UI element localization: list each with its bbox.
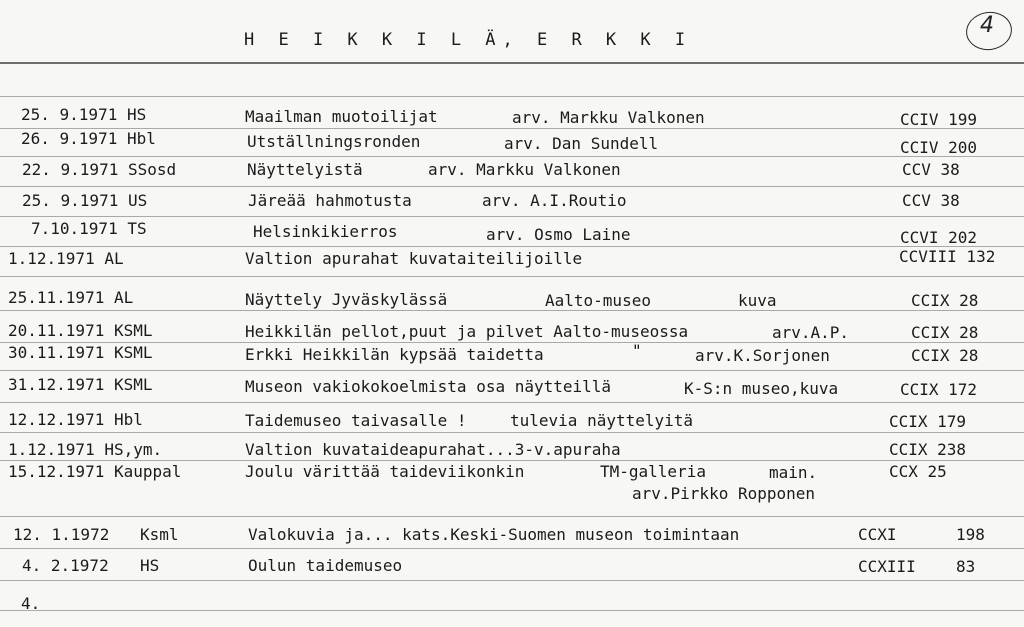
ruled-line bbox=[0, 276, 1024, 277]
entry-title: Näyttely Jyväskylässä bbox=[245, 290, 448, 309]
entry-note: K-S:n museo,kuva bbox=[684, 379, 839, 398]
ruled-line bbox=[0, 402, 1024, 403]
entry-title: Taidemuseo taivasalle ! bbox=[245, 411, 467, 430]
entry-source: HS bbox=[140, 556, 160, 575]
entry-ref: CCVIII 132 bbox=[899, 247, 996, 266]
entry-ref: CCIX 172 bbox=[900, 380, 978, 399]
entry-note: arv.K.Sorjonen bbox=[695, 346, 830, 365]
entry-ref-page: 83 bbox=[956, 557, 976, 576]
entry-title: Erkki Heikkilän kypsää taidetta bbox=[245, 345, 544, 364]
ruled-line bbox=[0, 460, 1024, 461]
entry-date: 25. 9.1971 HS bbox=[21, 105, 147, 124]
ruled-line bbox=[0, 580, 1024, 581]
entry-ref: CCIX 28 bbox=[911, 291, 979, 310]
ruled-line bbox=[0, 548, 1024, 549]
entry-title: Museon vakiokokoelmista osa näytteillä bbox=[245, 377, 612, 396]
entry-date: 15.12.1971 Kauppal bbox=[8, 462, 182, 481]
entry-ref: CCIX 179 bbox=[889, 412, 967, 431]
entry-date: 30.11.1971 KSML bbox=[8, 343, 153, 362]
entry-source: Ksml bbox=[140, 525, 179, 544]
entry-place: Aalto-museo bbox=[545, 291, 651, 310]
ruled-line bbox=[0, 342, 1024, 343]
entry-ditto: " bbox=[632, 341, 642, 360]
entry-date: 1.12.1971 HS,ym. bbox=[8, 440, 163, 459]
entry-title: Oulun taidemuseo bbox=[248, 556, 403, 575]
entry-note-second-line: arv.Pirkko Ropponen bbox=[632, 484, 816, 503]
ruled-line bbox=[0, 216, 1024, 217]
card-number: 4 bbox=[980, 13, 994, 38]
ruled-line bbox=[0, 516, 1024, 517]
entry-date: 12.12.1971 Hbl bbox=[8, 410, 143, 429]
entry-date: 4. 2.1972 bbox=[22, 556, 109, 575]
entry-title: Valtion apurahat kuvataiteilijoille bbox=[245, 249, 583, 268]
entry-date: 7.10.1971 TS bbox=[31, 219, 147, 238]
entry-ref: CCXIII bbox=[858, 557, 916, 576]
entry-title: Joulu värittää taideviikonkin bbox=[245, 462, 525, 481]
entry-title: Näyttelyistä bbox=[247, 160, 363, 179]
entry-title: Helsinkikierros bbox=[253, 222, 398, 241]
entry-date: 25. 9.1971 US bbox=[22, 191, 148, 210]
ruled-line bbox=[0, 370, 1024, 371]
entry-date: 25.11.1971 AL bbox=[8, 288, 134, 307]
entry-date: 1.12.1971 AL bbox=[8, 249, 124, 268]
entry-ref: CCV 38 bbox=[902, 191, 960, 210]
entry-date: 20.11.1971 KSML bbox=[8, 321, 153, 340]
entry-note: arv. A.I.Routio bbox=[482, 191, 627, 210]
entry-ref: CCIV 200 bbox=[900, 138, 978, 157]
entry-note: arv. Markku Valkonen bbox=[512, 108, 705, 127]
ruled-line bbox=[0, 432, 1024, 433]
entry-ref: CCIX 28 bbox=[911, 323, 979, 342]
entry-title: Valtion kuvataideapurahat...3-v.apuraha bbox=[245, 440, 621, 459]
entry-title: Maailman muotoilijat bbox=[245, 107, 438, 126]
next-entry-marker: 4. bbox=[21, 594, 41, 613]
entry-title: Utställningsronden bbox=[247, 132, 421, 151]
entry-ref: CCVI 202 bbox=[900, 228, 978, 247]
ruled-line bbox=[0, 96, 1024, 97]
entry-note: tulevia näyttelyitä bbox=[510, 411, 694, 430]
ruled-line bbox=[0, 310, 1024, 311]
entry-ref: CCXI bbox=[858, 525, 897, 544]
entry-ref: CCIX 238 bbox=[889, 440, 967, 459]
ruled-line bbox=[0, 610, 1024, 611]
entry-note: kuva bbox=[738, 291, 777, 310]
entry-title: Valokuvia ja... kats.Keski-Suomen museon toimintaan bbox=[248, 525, 740, 544]
ruled-line bbox=[0, 156, 1024, 157]
entry-date: 26. 9.1971 Hbl bbox=[21, 129, 156, 148]
ruled-line bbox=[0, 186, 1024, 187]
entry-ref-page: 198 bbox=[956, 525, 985, 544]
entry-note: arv.A.P. bbox=[772, 323, 850, 342]
header-rule bbox=[0, 62, 1024, 64]
entry-note: main. bbox=[769, 463, 818, 482]
entry-date: 12. 1.1972 bbox=[13, 525, 110, 544]
entry-ref: CCX 25 bbox=[889, 462, 947, 481]
entry-date: 22. 9.1971 SSosd bbox=[22, 160, 177, 179]
entry-ref: CCIV 199 bbox=[900, 110, 978, 129]
entry-note: arv. Markku Valkonen bbox=[428, 160, 621, 179]
card-title: H E I K K I L Ä, E R K K I bbox=[244, 30, 693, 50]
entry-note: arv. Osmo Laine bbox=[486, 225, 631, 244]
ruled-line bbox=[0, 246, 1024, 247]
entry-place: TM-galleria bbox=[600, 462, 706, 481]
entry-title: Järeää hahmotusta bbox=[248, 191, 412, 210]
entry-note: arv. Dan Sundell bbox=[504, 134, 659, 153]
entry-ref: CCIX 28 bbox=[911, 346, 979, 365]
entry-ref: CCV 38 bbox=[902, 160, 960, 179]
entry-title: Heikkilän pellot,puut ja pilvet Aalto-museossa bbox=[245, 322, 689, 341]
entry-date: 31.12.1971 KSML bbox=[8, 375, 153, 394]
